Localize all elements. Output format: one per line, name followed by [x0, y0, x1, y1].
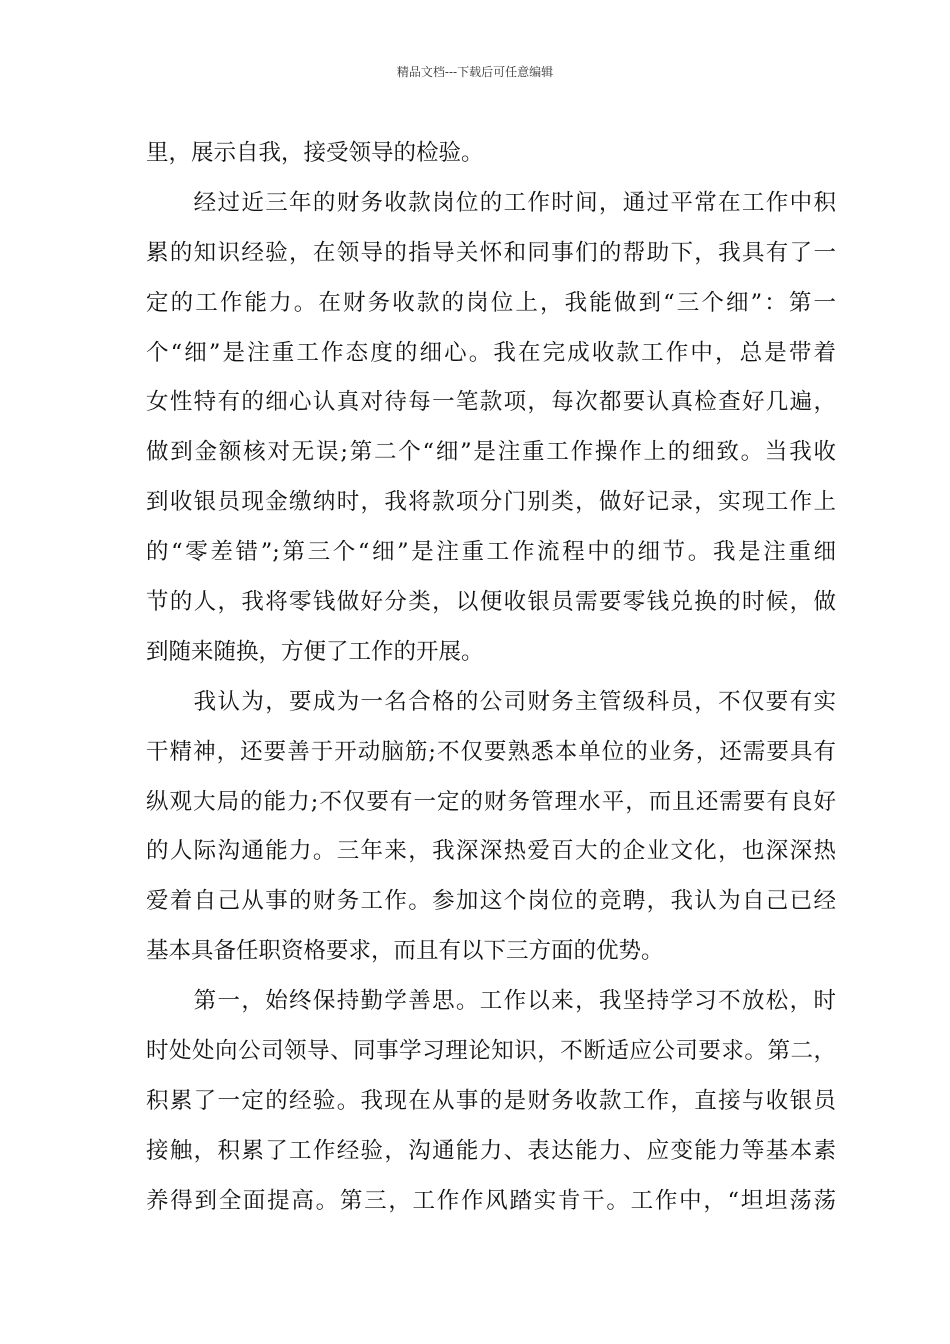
- text-line: 基本具备任职资格要求，而且有以下三方面的优势。: [146, 938, 664, 965]
- text-line: 爱着自己从事的财务工作。参加这个岗位的竞聘，我认为自己已经: [146, 888, 836, 915]
- text-line: 累的知识经验，在领导的指导关怀和同事们的帮助下，我具有了一: [146, 239, 836, 266]
- page-header: 精品文档---下载后可任意编辑: [396, 65, 554, 79]
- text-line: 到随来随换，方便了工作的开展。: [146, 638, 484, 665]
- text-line: 纵观大局的能力;不仅要有一定的财务管理水平，而且还需要有良好: [146, 788, 836, 815]
- text-line: 到收银员现金缴纳时，我将款项分门别类，做好记录，实现工作上: [146, 489, 836, 516]
- text-line: 我认为，要成为一名合格的公司财务主管级科员，不仅要有实: [146, 688, 836, 715]
- text-line: 个“细”是注重工作态度的细心。我在完成收款工作中，总是带着: [146, 339, 836, 366]
- text-line: 养得到全面提高。第三，工作作风踏实肯干。工作中，“坦坦荡荡: [146, 1187, 836, 1214]
- text-line: 的“零差错”;第三个“细”是注重工作流程中的细节。我是注重细: [146, 539, 836, 566]
- text-line: 里，展示自我，接受领导的检验。: [146, 140, 484, 166]
- text-line: 做到金额核对无误;第二个“细”是注重工作操作上的细致。当我收: [146, 439, 836, 466]
- text-line: 接触，积累了工作经验，沟通能力、表达能力、应变能力等基本素: [146, 1137, 836, 1164]
- text-line: 时处处向公司领导、同事学习理论知识，不断适应公司要求。第二，: [146, 1038, 836, 1065]
- text-line: 女性特有的细心认真对待每一笔款项，每次都要认真检查好几遍，: [146, 389, 836, 416]
- text-line: 定的工作能力。在财务收款的岗位上，我能做到“三个细”：第一: [146, 289, 836, 316]
- text-line: 第一，始终保持勤学善思。工作以来，我坚持学习不放松，时: [146, 988, 836, 1015]
- text-line: 干精神，还要善于开动脑筋;不仅要熟悉本单位的业务，还需要具有: [146, 738, 836, 765]
- text-line: 的人际沟通能力。三年来，我深深热爱百大的企业文化，也深深热: [146, 838, 836, 865]
- document-body: [146, 129, 836, 1227]
- text-line: 节的人，我将零钱做好分类，以便收银员需要零钱兑换的时候，做: [146, 589, 836, 616]
- text-line: 经过近三年的财务收款岗位的工作时间，通过平常在工作中积: [146, 189, 836, 216]
- text-line: 积累了一定的经验。我现在从事的是财务收款工作，直接与收银员: [146, 1087, 836, 1114]
